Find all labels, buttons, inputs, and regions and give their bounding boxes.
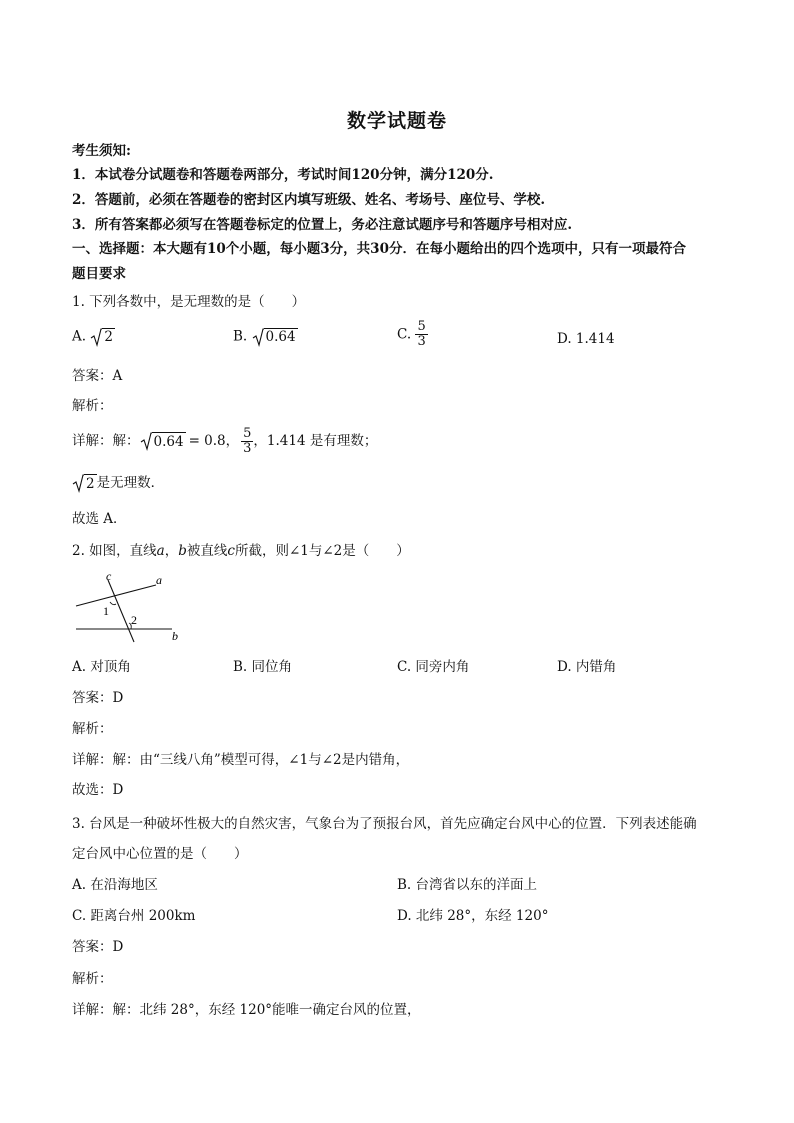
q3-answer: 答案：D bbox=[72, 939, 124, 955]
q2-option-d: D. 内错角 bbox=[557, 659, 617, 675]
q1-option-c-label: C. bbox=[397, 326, 412, 343]
q2-stem-part: 被直线 bbox=[186, 543, 228, 559]
q1-stem: 1. 下列各数中，是无理数的是（ ） bbox=[72, 294, 306, 310]
notice-item-2: 2．答题前，必须在答题卷的密封区内填写班级、姓名、考场号、座位号、学校. bbox=[72, 192, 546, 208]
q1-option-d: D. 1.414 bbox=[557, 331, 615, 347]
fraction-numerator: 5 bbox=[243, 425, 252, 441]
q2-option-c: C. 同旁内角 bbox=[397, 659, 470, 675]
q2-stem-part: 2. 如图，直线 bbox=[72, 543, 157, 559]
label-angle-2: 2 bbox=[131, 613, 137, 627]
page-title: 数学试题卷 bbox=[346, 110, 447, 132]
notice-item-3: 3．所有答案都必须写在答题卷标定的位置上，务必注意试题序号和答题序号相对应. bbox=[72, 217, 573, 233]
q2-stem bbox=[72, 542, 410, 560]
fraction-numerator: 5 bbox=[417, 319, 426, 334]
notice-item-1: 1．本试卷分试题卷和答题卷两部分，考试时间120分钟，满分120分. bbox=[72, 167, 494, 183]
parallel-lines-figure bbox=[72, 568, 192, 646]
q2-conclusion: 故选：D bbox=[72, 782, 124, 798]
q1-conclusion: 故选 A． bbox=[72, 511, 127, 527]
sqrt-symbol bbox=[252, 327, 264, 347]
q2-detail: 详解：解：由“三线八角”模型可得，∠1与∠2是内错角， bbox=[72, 752, 410, 768]
q1-option-a-radicand: 2 bbox=[104, 328, 113, 345]
q1-line2-suffix: 是无理数． bbox=[96, 475, 165, 491]
q1-analysis-label: 解析： bbox=[72, 398, 113, 414]
q1-option-b-label: B. bbox=[233, 328, 248, 345]
angle-1-arc bbox=[110, 602, 116, 605]
q1-detail bbox=[72, 426, 377, 456]
fraction bbox=[241, 427, 253, 456]
sqrt-symbol bbox=[90, 327, 102, 347]
q2-var-a: a bbox=[156, 543, 165, 559]
q3-detail: 详解：解：北纬 28°，东经 120°能唯一确定台风的位置， bbox=[72, 1002, 421, 1018]
q1-option-b-radicand: 0.64 bbox=[265, 328, 296, 345]
q2-option-a: A. 对顶角 bbox=[72, 659, 131, 675]
q3-stem-line1: 3. 台风是一种破坏性极大的自然灾害，气象台为了预报台风，首先应确定台风中心的位置．下列表述能确 bbox=[72, 816, 697, 832]
q1-answer: 答案：A bbox=[72, 368, 123, 384]
q1-option-a bbox=[72, 327, 115, 347]
q3-option-d: D. 北纬 28°，东经 120° bbox=[397, 908, 549, 924]
label-b: b bbox=[172, 629, 178, 643]
q1-detail-prefix: 详解：解： bbox=[72, 433, 140, 449]
q1-detail-suffix: ，1.414 是有理数； bbox=[253, 433, 378, 449]
q2-option-b: B. 同位角 bbox=[233, 659, 293, 675]
label-angle-1: 1 bbox=[103, 604, 109, 618]
sqrt-symbol bbox=[72, 473, 84, 493]
q3-stem-line2: 定台风中心位置的是（ ） bbox=[72, 846, 248, 862]
fraction-denominator: 3 bbox=[243, 440, 252, 456]
q3-option-c: C. 距离台州 200km bbox=[72, 908, 196, 924]
section-heading-line2: 题目要求 bbox=[72, 266, 126, 282]
q1-line2-radicand: 2 bbox=[86, 475, 95, 492]
label-a: a bbox=[156, 573, 162, 587]
q2-var-c: c bbox=[227, 543, 235, 559]
q1-detail-radicand: 0.64 bbox=[153, 433, 184, 450]
q1-option-a-label: A. bbox=[72, 328, 87, 345]
q3-analysis-label: 解析： bbox=[72, 971, 113, 987]
q1-option-c bbox=[397, 320, 428, 349]
section-heading-line1: 一、选择题：本大题有10个小题，每小题3分，共30分．在每小题给出的四个选项中，只有一项最符合 bbox=[72, 241, 686, 257]
label-c: c bbox=[106, 569, 112, 583]
fraction bbox=[415, 320, 427, 349]
q1-option-b bbox=[233, 327, 298, 347]
q3-option-a: A. 在沿海地区 bbox=[72, 877, 158, 893]
q2-stem-part: 所截，则∠1与∠2是（ ） bbox=[234, 543, 410, 559]
notice-heading: 考生须知: bbox=[72, 143, 131, 159]
fraction-denominator: 3 bbox=[417, 334, 426, 349]
sqrt-symbol bbox=[140, 431, 152, 451]
q1-detail-eq: = 0.8， bbox=[188, 433, 240, 449]
line-c bbox=[108, 580, 134, 642]
q2-analysis-label: 解析： bbox=[72, 721, 113, 737]
q1-detail-line2 bbox=[72, 473, 164, 493]
line-a bbox=[76, 585, 156, 606]
q3-option-b: B. 台湾省以东的洋面上 bbox=[397, 877, 538, 893]
q2-var-b: b bbox=[178, 543, 187, 559]
q2-answer: 答案：D bbox=[72, 690, 124, 706]
q2-stem-part: ， bbox=[164, 543, 179, 559]
